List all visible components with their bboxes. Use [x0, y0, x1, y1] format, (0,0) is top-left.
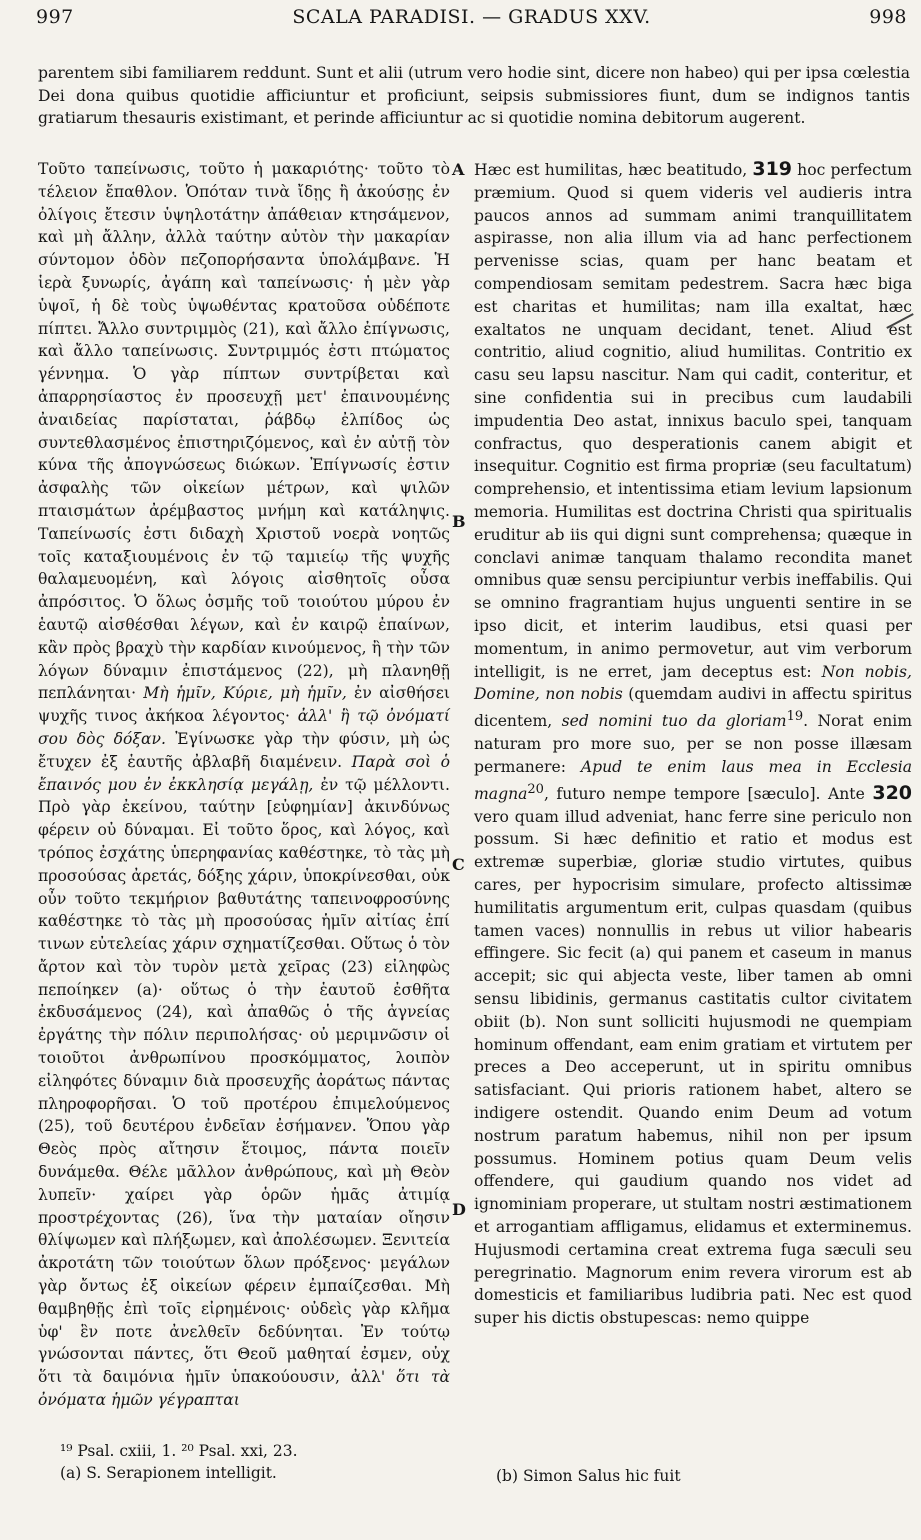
- greek-text: Τοῦτο ταπείνωσις, τοῦτο ἡ μακαριότης· τοῦτο τὸ τέλειον ἔπαθλον. Ὁπόταν τινὰ ἴδῃς ἢ ἀκούσῃς ἐν ὀλίγοις ἔτεσιν ὑψηλοτάτην ἀπάθειαν κτησάμενον, καὶ μὴ ἄλλην, ἀλλὰ ταύτην αὐτὸν τὴν μακαρίαν σύντομον ὁδὸν πεζοπορήσαντα ὑπολάμβανε. Ἡ ἱερὰ ξυνωρίς, ἀγάπη καὶ ταπείνωσις· ἡ μὲν γὰρ ὑψοῖ, ἡ δὲ τοὺς ὑψωθέντας κρατοῦσα οὐδέποτε πίπτει. Ἄλλο συντριμμὸς (21), καὶ ἄλλο ἐπίγνωσις, καὶ ἄλλο ταπείνωσις. Συντριμμός ἐστι πτώματος γέννημα. Ὁ γὰρ πίπτων συντρίβεται καὶ ἀπαρρησίαστος ἐν προσευχῇ μετ' ἐπαινουμένης ἀναιδείας παρίσταται, ῥάβδῳ ἐλπίδος ὡς συντεθλασμένος ἐπιστηριζόμενος, καὶ ἐν αὐτῇ τὸν κύνα τῆς ἀπογνώσεως διώκων. Ἐπίγνωσίς ἐστιν ἀσφαλὴς τῶν οἰκείων μέτρων, καὶ ψιλῶν πταισμάτων ἀρέμβαστος μνήμη καὶ κατάληψις. Ταπείνωσίς ἐστι διδαχὴ Χριστοῦ νοερὰ νοητῶς τοῖς καταξιουμένοις ἐν τῷ ταμιείῳ τῆς ψυχῆς θαλαμευομένη, καὶ λόγοις αἰσθητοῖς οὖσα ἀπρόσιτος. Ὁ ὅλως ὀσμῆς τοῦ τοιούτου μύρου ἐν ἑαυτῷ αἰσθέσθαι λέγων, καὶ ἐν καιρῷ ἐπαίνων, κἂν πρὸς βραχὺ τὴν καρδίαν κινούμενος, ἢ τὴν τῶν λόγων δύναμιν ἐπιστάμενος (22), μὴ πλανηθῇ πεπλάνηται·: [38, 160, 450, 703]
- latin-quote: Non nobis, Domine, non nobis: [474, 662, 912, 704]
- greek-quote: ἀλλ' ἢ τῷ ὀνόματί σου δὸς δόξαν.: [38, 707, 450, 748]
- footnote-ref: 20: [527, 781, 544, 797]
- column-number: 319: [752, 158, 793, 180]
- page-number-left: 997: [36, 6, 74, 28]
- greek-quote: Μὴ ἡμῖν, Κύριε, μὴ ἡμῖν,: [143, 684, 347, 703]
- latin-text: (quemdam audivi in affectu spiritus dicentem,: [474, 685, 913, 731]
- footnote-psalms: ¹⁹ Psal. cxiii, 1. ²⁰ Psal. xxi, 23.: [60, 1442, 298, 1460]
- latin-column: [474, 158, 912, 1330]
- latin-quote: Apud te enim laus mea in Ecclesia magna: [474, 757, 912, 803]
- greek-text: Ἐγίνωσκε γὰρ τὴν φύσιν, μὴ ὡς ἔτυχεν ἐξ ἑαυτῆς ἀβλαβῆ διαμένειν.: [38, 729, 450, 771]
- section-marker-c: C: [452, 855, 465, 874]
- section-marker-b: B: [452, 512, 466, 531]
- greek-quote: Παρὰ σοὶ ὁ ἔπαινός μου ἐν ἐκκλησίᾳ μεγάλῃ,: [38, 752, 450, 794]
- footnote-b: (b) Simon Salus hic fuit: [496, 1467, 681, 1485]
- latin-quote: sed nomini tuo da gloriam: [561, 712, 787, 731]
- footnotes-left: [60, 1440, 298, 1484]
- latin-text: hoc perfectum præmium. Quod si quem videris vel audieris intra paucos annos ad summam animi tranquillitatem aspirasse, non alia illum via ad hanc perfectionem pervenisse scias, quam per hanc beatam et compendiosam semitam pedestrem. Sacra hæc biga est charitas et humilitas; nam illa exaltat, hæc exaltatos ne unquam decidant, tenet. Aliud est contritio, aliud cognitio, aliud humilitas. Contritio ex casu seu lapsu nascitur. Nam qui cadit, conteritur, et sine confidentia sui in precibus cum laudabili impudentia Deo astat, innixus baculo spei, tanquam confractus, quo desperationis canem abigit et insequitur. Cognitio est firma propriæ (seu facultatum) comprehensio, et intentissima etiam levium lapsionum memoria. Humilitas est doctrina Christi qua spiritualis eruditur ab iis qui digni sunt comprehensa; quæque in conclavi animæ tanquam thalamo recondita manet omnibus quæ sensu percipiuntur verbis ineffabilis. Qui se omnino fragrantiam hujus unguenti sentire in se ipso dicit, et interim laudibus, etsi quasi per momentum, in animo permovetur, aut vim verborum intelligit, is ne erret, jam deceptus est:: [474, 161, 912, 681]
- footnote-ref: 19: [786, 709, 804, 725]
- latin-text: Hæc est humilitas, hæc beatitudo,: [474, 161, 748, 179]
- latin-text: . Norat enim naturam pro more suo, per se non posse illæsam permanere:: [474, 712, 913, 776]
- intro-paragraph: parentem sibi familiarem reddunt. Sunt et alii (utrum vero hodie sint, dicere non habeo) qui per ipsa cœlestia Dei dona quibus quotidie afficiuntur et proficiunt, seipsis submissiores fiunt, dum se indignos tantis gratiarum thesauris existimant, et perinde afficiuntur ac si quotidie nomina debitorum augerent.: [38, 64, 910, 128]
- greek-quote: ὅτι τὰ ὀνόματα ἡμῶν γέγραπται: [38, 1368, 450, 1410]
- greek-text: ἐν αἰσθήσει ψυχῆς τινος ἀκήκοα λέγοντος·: [38, 684, 450, 726]
- latin-text: , futuro nempe tempore [sæculo]. Ante: [543, 784, 865, 803]
- greek-column: [38, 158, 450, 1412]
- section-marker-d: D: [452, 1200, 466, 1219]
- running-header: [36, 6, 907, 34]
- column-number: 320: [872, 781, 913, 804]
- latin-text: vero quam illud adveniat, hanc ferre sine periculo non possum. Si hæc definitio et ratio et modus est extremæ superbiæ, gloriæ studio virtutes, quibus cares, per hypocrisim simulare, profecto altissimæ humilitatis argumentum erit, culpas quasdam (quibus tamen vaces) nonnullis in rebus ut vilior habearis effingere. Sic fecit (a) qui panem et caseum in manus accepit; sic qui abjecta veste, liber tamen ab omni sensu libidinis, germanus castitatis cultor civitatem obiit (b). Non sunt solliciti hujusmodi ne quempiam hominum offendant, eam enim gratiam et virtutem per preces a Deo acceperunt, ut in spiritu omnibus satisfaciant. Qui prioris rationem habet, altero se indigere ostendit. Quando enim Deum ad votum nostrum paratum habemus, nihil non per ipsum possumus. Hominem potius quam Deum velis offendere, qui gaudium quando nos videt ad ignominiam properare, ut stultam nostri æstimationem et arrogantiam affligamus, elidamus et exterminemus. Hujusmodi certamina creat extrema fuga sæculi seu peregrinatio. Magnorum enim revera virorum est ab domesticis et familiaribus ludibria pati. Nec est quod super his dictis obstupescas: nemo quippe: [474, 807, 912, 1328]
- footnote-a: (a) S. Serapionem intelligit.: [60, 1464, 277, 1482]
- running-title: SCALA PARADISI. — GRADUS XXV.: [292, 6, 651, 28]
- greek-text: ἐν τῷ μέλλοντι. Πρὸ γὰρ ἐκείνου, ταύτην [εὐφημίαν] ἀκινδύνως φέρειν οὐ δύναμαι. Εἰ τοῦτο ὅρος, καὶ λόγος, καὶ τρόπος ἐσχάτης ὑπερηφανίας καθέστηκε, τὸ τὰς μὴ προσούσας ἀρετάς, δόξης χάριν, ὑποκρίνεσθαι, οὐκ οὖν τοῦτο τεκμήριον βαθυτάτης ταπεινοφροσύνης καθέστηκε τὸ τὰς μὴ προσούσας ἡμῖν αἰτίας ἐπί τινων εὐτελείας χάριν σχηματίζεσθαι. Οὕτως ὁ τὸν ἄρτον καὶ τὸν τυρὸν μετὰ χεῖρας (23) εἰληφὼς πεποίηκεν (a)· οὕτως ὁ τὴν ἑαυτοῦ ἐσθῆτα ἐκδυσάμενος (24), καὶ ἀπαθῶς ὁ τῆς ἁγνείας ἐργάτης τὴν πόλιν περιπολήσας· οὐ μεριμνῶσιν οἱ τοιοῦτοι ἀνθρωπίνου προσκόμματος, λοιπὸν εἰληφότες δύναμιν διὰ προσευχῆς ἀοράτως πάντας πληροφορῆσαι. Ὁ τοῦ προτέρου ἐπιμελούμενος (25), τοῦ δευτέρου ἐνδεῖαν ἐσήμανεν. Ὅπου γὰρ Θεὸς πρὸς αἴτησιν ἕτοιμος, πάντα ποιεῖν δυνάμεθα. Θέλε μᾶλλον ἀνθρώπους, καὶ μὴ Θεὸν λυπεῖν· χαίρει γὰρ ὁρῶν ἡμᾶς ἀτιμίᾳ προστρέχοντας (26), ἵνα τὴν ματαίαν οἴησιν θλίψωμεν καὶ πλήξωμεν, καὶ ἀπολέσωμεν. Ξενιτεία ἀκροτάτη τῶν τοιούτων ὅλων πρόξενος· μεγάλων γὰρ ὄντως ἐξ οἰκείων φέρειν ἐμπαίζεσθαι. Μὴ θαμβηθῇς ἐπὶ τοῖς εἰρημένοις· οὐδεὶς γὰρ κλῆμα ὑφ' ἓν ποτε ἀνελθεῖν δεδύνηται. Ἐν τούτῳ γνώσονται πάντες, ὅτι Θεοῦ μαθηταί ἐσμεν, οὐχ ὅτι τὰ δαιμόνια ἡμῖν ὑπακούουσιν, ἀλλ': [38, 775, 450, 1387]
- page-number-right: 998: [869, 6, 907, 28]
- section-marker-a: A: [452, 160, 465, 179]
